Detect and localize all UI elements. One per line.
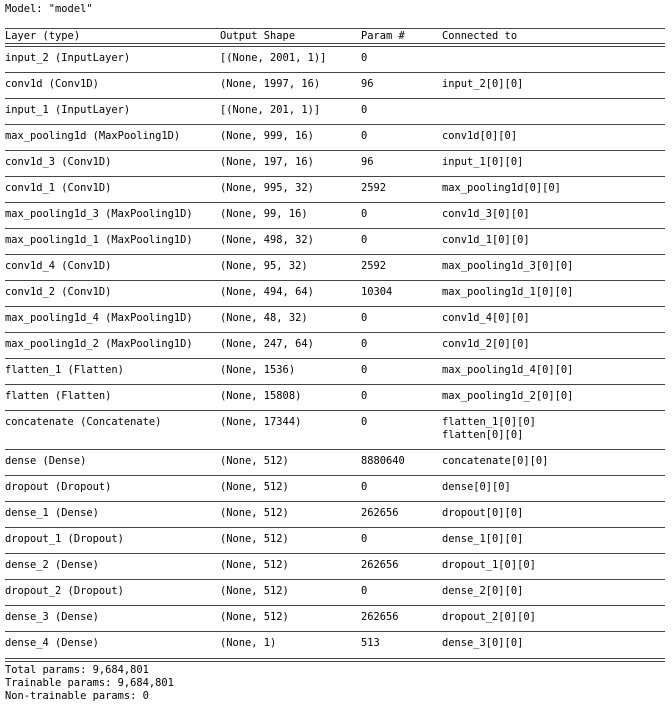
- layer-name: dense_2 (Dense): [5, 559, 99, 571]
- table-row: [5, 47, 665, 72]
- param-count: 0: [361, 312, 368, 324]
- layer-name: dropout_2 (Dropout): [5, 585, 124, 597]
- table-row: [5, 255, 665, 280]
- layer-name: dropout_1 (Dropout): [5, 533, 124, 545]
- connected-to: [442, 637, 665, 657]
- connected-to: [442, 455, 665, 475]
- output-shape: (None, 512): [220, 611, 289, 623]
- connected-to: [442, 156, 665, 176]
- param-count: 0: [361, 390, 368, 402]
- table-row: [5, 359, 665, 384]
- connected-to-entry: dense_2[0][0]: [442, 585, 524, 597]
- non-trainable-params: Non-trainable params: 0: [5, 690, 149, 702]
- connected-to-entry: max_pooling1d_1[0][0]: [442, 286, 574, 298]
- connected-to: [442, 260, 665, 280]
- connected-to-entry: conv1d_1[0][0]: [442, 234, 530, 246]
- layer-name: max_pooling1d_1 (MaxPooling1D): [5, 234, 193, 246]
- connected-to: [442, 507, 665, 527]
- param-totals: [5, 662, 665, 703]
- output-shape: (None, 995, 32): [220, 182, 314, 194]
- connected-to: [442, 611, 665, 631]
- param-count: 8880640: [361, 455, 405, 467]
- table-row: [5, 632, 665, 657]
- table-row: [5, 450, 665, 475]
- connected-to-entry: max_pooling1d[0][0]: [442, 182, 561, 194]
- total-params: Total params: 9,684,801: [5, 664, 149, 676]
- connected-to: [442, 481, 665, 501]
- layer-name: flatten (Flatten): [5, 390, 112, 402]
- param-count: 0: [361, 416, 368, 428]
- param-count: 262656: [361, 507, 399, 519]
- output-shape: (None, 48, 32): [220, 312, 308, 324]
- connected-to-entry: conv1d_4[0][0]: [442, 312, 530, 324]
- output-shape: (None, 15808): [220, 390, 302, 402]
- output-shape: (None, 17344): [220, 416, 302, 428]
- output-shape: [(None, 201, 1)]: [220, 104, 321, 116]
- connected-to: [442, 234, 665, 254]
- table-row: [5, 177, 665, 202]
- param-count: 10304: [361, 286, 393, 298]
- param-count: 2592: [361, 182, 387, 194]
- connected-to-entry: input_1[0][0]: [442, 156, 524, 168]
- connected-to-entry: max_pooling1d_4[0][0]: [442, 364, 574, 376]
- layer-name: conv1d (Conv1D): [5, 78, 99, 90]
- layer-name: dense_1 (Dense): [5, 507, 99, 519]
- table-row: [5, 580, 665, 605]
- connected-to-entry: flatten_1[0][0]: [442, 416, 536, 428]
- connected-to-entry: flatten[0][0]: [442, 429, 524, 441]
- connected-to: [442, 208, 665, 228]
- table-row: [5, 554, 665, 579]
- layer-name: max_pooling1d_2 (MaxPooling1D): [5, 338, 193, 350]
- connected-to: [442, 390, 665, 410]
- model-title: Model: "model": [5, 3, 93, 15]
- table-row: [5, 411, 665, 449]
- connected-to: [442, 533, 665, 553]
- layer-name: dense_3 (Dense): [5, 611, 99, 623]
- connected-to-entry: dense[0][0]: [442, 481, 511, 493]
- connected-to-entry: dropout_1[0][0]: [442, 559, 536, 571]
- param-count: 0: [361, 364, 368, 376]
- output-shape: (None, 999, 16): [220, 130, 314, 142]
- output-shape: (None, 512): [220, 481, 289, 493]
- connected-to: [442, 312, 665, 332]
- layer-name: max_pooling1d_3 (MaxPooling1D): [5, 208, 193, 220]
- layer-name: input_2 (InputLayer): [5, 52, 131, 64]
- output-shape: (None, 1536): [220, 364, 296, 376]
- layer-name: conv1d_4 (Conv1D): [5, 260, 112, 272]
- param-count: 262656: [361, 611, 399, 623]
- output-shape: (None, 512): [220, 559, 289, 571]
- layer-name: flatten_1 (Flatten): [5, 364, 124, 376]
- param-count: 2592: [361, 260, 387, 272]
- table-row: [5, 528, 665, 553]
- connected-to: [442, 364, 665, 384]
- param-count: 96: [361, 78, 374, 90]
- table-row: [5, 307, 665, 332]
- layer-name: dense (Dense): [5, 455, 87, 467]
- layer-name: dropout (Dropout): [5, 481, 112, 493]
- table-row: [5, 606, 665, 631]
- connected-to-entry: input_2[0][0]: [442, 78, 524, 90]
- connected-to-entry: conv1d[0][0]: [442, 130, 518, 142]
- table-row: [5, 333, 665, 358]
- output-shape: (None, 494, 64): [220, 286, 314, 298]
- output-shape: (None, 498, 32): [220, 234, 314, 246]
- connected-to-entry: max_pooling1d_3[0][0]: [442, 260, 574, 272]
- output-shape: (None, 99, 16): [220, 208, 308, 220]
- table-row: [5, 151, 665, 176]
- header-layer: Layer (type): [5, 30, 81, 42]
- param-count: 0: [361, 481, 368, 493]
- layer-name: max_pooling1d (MaxPooling1D): [5, 130, 181, 142]
- table-row: [5, 73, 665, 98]
- output-shape: (None, 197, 16): [220, 156, 314, 168]
- table-row: [5, 203, 665, 228]
- table-row: [5, 125, 665, 150]
- table-row: [5, 476, 665, 501]
- param-count: 0: [361, 104, 368, 116]
- param-count: 262656: [361, 559, 399, 571]
- table-row: [5, 385, 665, 410]
- header-connected-to: Connected to: [442, 30, 518, 42]
- table-row: [5, 502, 665, 527]
- connected-to: [442, 416, 665, 449]
- connected-to-entry: dropout_2[0][0]: [442, 611, 536, 623]
- connected-to-entry: concatenate[0][0]: [442, 455, 549, 467]
- connected-to: [442, 585, 665, 605]
- connected-to: [442, 338, 665, 358]
- connected-to: [442, 286, 665, 306]
- output-shape: (None, 95, 32): [220, 260, 308, 272]
- trainable-params: Trainable params: 9,684,801: [5, 677, 174, 689]
- output-shape: [(None, 2001, 1)]: [220, 52, 327, 64]
- header-param: Param #: [361, 30, 405, 42]
- connected-to: [442, 130, 665, 150]
- table-row: [5, 99, 665, 124]
- connected-to-entry: conv1d_3[0][0]: [442, 208, 530, 220]
- param-count: 0: [361, 533, 368, 545]
- connected-to: [442, 78, 665, 98]
- layer-table: [5, 47, 665, 657]
- connected-to: [442, 182, 665, 202]
- connected-to-entry: dropout[0][0]: [442, 507, 524, 519]
- param-count: 0: [361, 338, 368, 350]
- param-count: 513: [361, 637, 380, 649]
- param-count: 0: [361, 52, 368, 64]
- connected-to-entry: dense_3[0][0]: [442, 637, 524, 649]
- param-count: 0: [361, 130, 368, 142]
- output-shape: (None, 1): [220, 637, 277, 649]
- connected-to: [442, 52, 665, 72]
- layer-name: conv1d_3 (Conv1D): [5, 156, 112, 168]
- output-shape: (None, 512): [220, 585, 289, 597]
- connected-to: [442, 104, 665, 124]
- output-shape: (None, 512): [220, 455, 289, 467]
- param-count: 0: [361, 234, 368, 246]
- table-row: [5, 229, 665, 254]
- connected-to: [442, 559, 665, 579]
- table-header: [5, 29, 665, 43]
- connected-to-entry: max_pooling1d_2[0][0]: [442, 390, 574, 402]
- layer-name: conv1d_2 (Conv1D): [5, 286, 112, 298]
- output-shape: (None, 1997, 16): [220, 78, 321, 90]
- table-row: [5, 281, 665, 306]
- param-count: 0: [361, 208, 368, 220]
- layer-name: max_pooling1d_4 (MaxPooling1D): [5, 312, 193, 324]
- output-shape: (None, 512): [220, 507, 289, 519]
- output-shape: (None, 512): [220, 533, 289, 545]
- param-count: 0: [361, 585, 368, 597]
- layer-name: concatenate (Concatenate): [5, 416, 162, 428]
- layer-name: input_1 (InputLayer): [5, 104, 131, 116]
- model-summary: [5, 2, 665, 703]
- connected-to-entry: dense_1[0][0]: [442, 533, 524, 545]
- layer-name: dense_4 (Dense): [5, 637, 99, 649]
- connected-to-entry: conv1d_2[0][0]: [442, 338, 530, 350]
- header-output-shape: Output Shape: [220, 30, 296, 42]
- param-count: 96: [361, 156, 374, 168]
- layer-name: conv1d_1 (Conv1D): [5, 182, 112, 194]
- output-shape: (None, 247, 64): [220, 338, 314, 350]
